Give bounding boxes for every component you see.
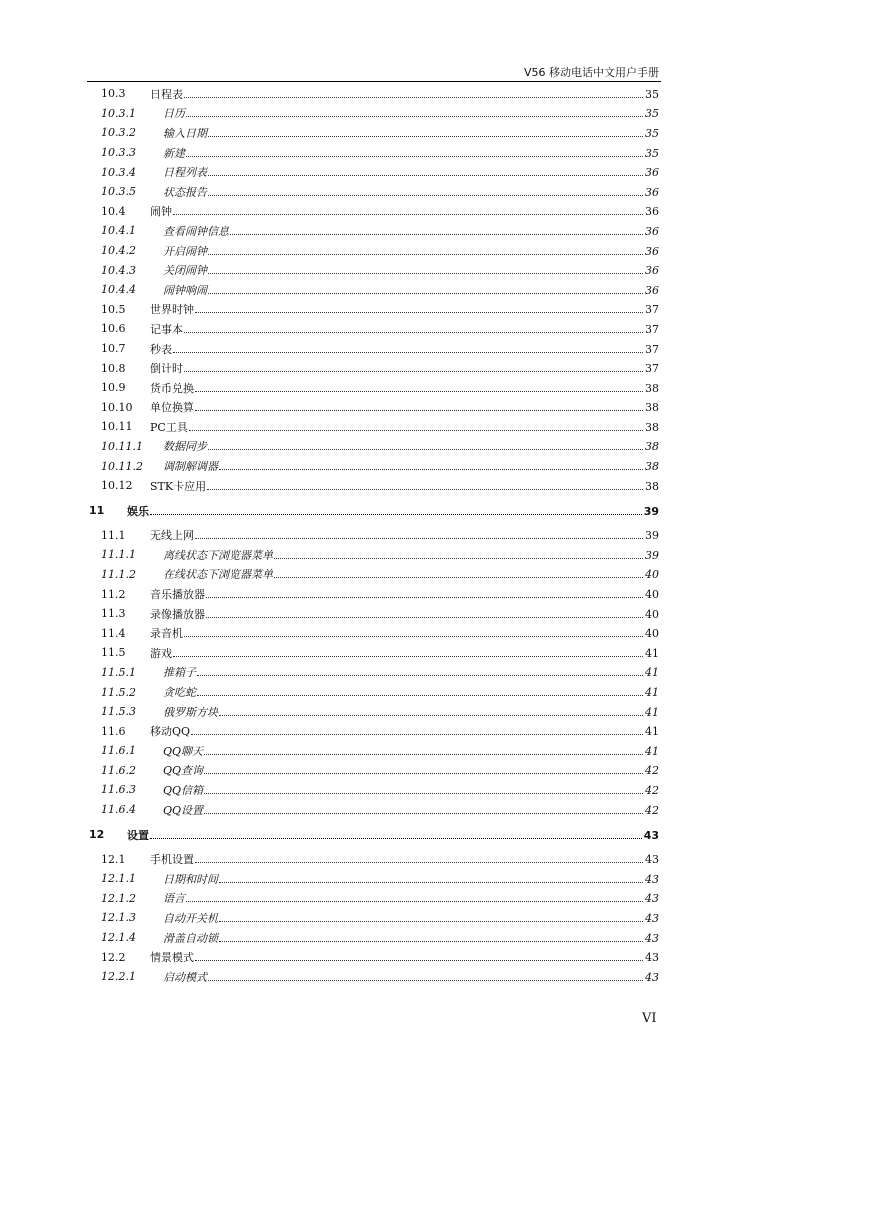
toc-entry[interactable] bbox=[87, 869, 659, 889]
dot-leader bbox=[195, 391, 643, 392]
toc-entry-page: 43 bbox=[645, 892, 659, 906]
toc-entry-number: 12.1.1 bbox=[101, 872, 136, 886]
dot-leader bbox=[230, 234, 643, 235]
toc-entry[interactable] bbox=[87, 398, 659, 418]
toc-entry-page: 39 bbox=[643, 504, 659, 518]
toc-entry-number: 12.1.4 bbox=[101, 931, 136, 945]
toc-entry-number: 11.1.1 bbox=[101, 548, 136, 562]
dot-leader bbox=[197, 695, 643, 696]
toc-entry-page: 38 bbox=[645, 440, 659, 454]
toc-entry-body bbox=[150, 478, 659, 494]
toc-entry-number: 10.10 bbox=[101, 400, 133, 414]
toc-entry[interactable] bbox=[87, 300, 659, 320]
toc-entry-title: 调制解调器 bbox=[163, 460, 218, 474]
toc-entry-page: 35 bbox=[645, 126, 659, 140]
toc-entry-number: 12.2 bbox=[101, 950, 126, 964]
dot-leader bbox=[184, 97, 643, 98]
toc-entry[interactable] bbox=[87, 967, 659, 987]
toc-entry[interactable] bbox=[87, 202, 659, 222]
toc-entry-title: 查看闹钟信息 bbox=[163, 224, 229, 238]
dot-leader bbox=[186, 156, 643, 157]
toc-entry-body bbox=[150, 606, 659, 622]
toc-entry-body bbox=[127, 503, 659, 519]
dot-leader bbox=[189, 430, 643, 431]
toc-entry[interactable] bbox=[87, 663, 659, 683]
toc-entry-page: 37 bbox=[645, 342, 659, 356]
toc-entry[interactable] bbox=[87, 123, 659, 143]
toc-entry[interactable] bbox=[87, 761, 659, 781]
toc-entry-page: 41 bbox=[645, 725, 659, 739]
dot-leader bbox=[206, 617, 643, 618]
dot-leader bbox=[219, 715, 643, 716]
toc-entry[interactable] bbox=[87, 800, 659, 820]
toc-entry-number: 12.2.1 bbox=[101, 970, 136, 984]
toc-entry-number: 12 bbox=[89, 828, 105, 842]
toc-entry-title: 日历 bbox=[163, 107, 185, 121]
toc-entry-page: 36 bbox=[645, 205, 659, 219]
toc-entry-body bbox=[150, 282, 659, 298]
toc-entry-body bbox=[150, 203, 659, 219]
dot-leader bbox=[204, 754, 643, 755]
dot-leader bbox=[186, 116, 643, 117]
toc-entry[interactable] bbox=[87, 378, 659, 398]
toc-entry-body bbox=[150, 704, 659, 720]
toc-entry-number: 11.5.1 bbox=[101, 665, 136, 679]
toc-entry-number: 11 bbox=[89, 504, 105, 518]
toc-entry-body bbox=[150, 566, 659, 582]
dot-leader bbox=[195, 312, 643, 313]
dot-leader bbox=[195, 410, 643, 411]
toc-entry-page: 41 bbox=[645, 646, 659, 660]
toc-entry-body bbox=[150, 262, 659, 278]
toc-entry-body bbox=[150, 645, 659, 661]
toc-entry-body bbox=[150, 782, 659, 798]
toc-entry-page: 42 bbox=[645, 803, 659, 817]
toc-entry-title: 秒表 bbox=[150, 342, 172, 356]
dot-leader bbox=[208, 254, 643, 255]
toc-entry[interactable] bbox=[87, 822, 659, 847]
toc-entry[interactable] bbox=[87, 319, 659, 339]
toc-entry-title: 闹钟响闹 bbox=[163, 283, 207, 297]
dot-leader bbox=[184, 332, 643, 333]
toc-entry-number: 11.1.2 bbox=[101, 567, 136, 581]
toc-entry[interactable] bbox=[87, 456, 659, 476]
toc-entry-title: STK卡应用 bbox=[150, 479, 207, 493]
toc-entry-title: 关闭闹钟 bbox=[163, 264, 207, 278]
toc-entry[interactable] bbox=[87, 260, 659, 280]
toc-entry[interactable] bbox=[87, 643, 659, 663]
toc-entry[interactable] bbox=[87, 162, 659, 182]
toc-entry-number: 10.3.5 bbox=[101, 185, 136, 199]
toc-entry-number: 10.9 bbox=[101, 381, 126, 395]
toc-entry-title: 推箱子 bbox=[163, 666, 196, 680]
toc-entry-body bbox=[150, 321, 659, 337]
page-header bbox=[87, 64, 661, 82]
toc-entry-number: 10.3.2 bbox=[101, 126, 136, 140]
toc-entry-body bbox=[150, 930, 659, 946]
toc-entry-title: 开启闹钟 bbox=[163, 244, 207, 258]
toc-entry-number: 10.3.4 bbox=[101, 165, 136, 179]
toc-entry-title: 启动模式 bbox=[163, 970, 207, 984]
toc-entry-page: 36 bbox=[645, 264, 659, 278]
toc-entry-number: 11.6.4 bbox=[101, 803, 136, 817]
toc-entry-page: 38 bbox=[645, 479, 659, 493]
toc-entry-title: PC工具 bbox=[150, 420, 188, 434]
dot-leader bbox=[173, 214, 643, 215]
toc-entry-number: 11.1 bbox=[101, 528, 126, 542]
dot-leader bbox=[195, 862, 643, 863]
toc-entry-body bbox=[150, 890, 659, 906]
toc-entry-number: 10.4.2 bbox=[101, 244, 136, 258]
toc-entry-page: 43 bbox=[645, 911, 659, 925]
toc-entry[interactable] bbox=[87, 889, 659, 909]
toc-entry-title: 自动开关机 bbox=[163, 911, 218, 925]
dot-leader bbox=[197, 675, 643, 676]
toc-entry-page: 41 bbox=[645, 666, 659, 680]
toc-entry-title: 情景模式 bbox=[150, 951, 194, 965]
toc-entry-page: 43 bbox=[645, 872, 659, 886]
toc-entry-page: 41 bbox=[645, 686, 659, 700]
toc-entry-title: 闹钟 bbox=[150, 205, 172, 219]
toc-entry-number: 11.2 bbox=[101, 587, 126, 601]
toc-entry-page: 40 bbox=[645, 607, 659, 621]
toc-entry-body bbox=[150, 164, 659, 180]
toc-entry[interactable] bbox=[87, 947, 659, 967]
toc-entry-title: 俄罗斯方块 bbox=[163, 705, 218, 719]
toc-entry-body bbox=[150, 438, 659, 454]
dot-leader bbox=[219, 921, 643, 922]
toc-entry-page: 37 bbox=[645, 362, 659, 376]
toc-entry-title: 设置 bbox=[127, 828, 149, 842]
toc-entry-page: 43 bbox=[645, 970, 659, 984]
toc-entry[interactable] bbox=[87, 221, 659, 241]
toc-entry-page: 35 bbox=[645, 146, 659, 160]
toc-entry-title: 手机设置 bbox=[150, 853, 194, 867]
toc-entry-body bbox=[150, 125, 659, 141]
toc-entry-page: 36 bbox=[645, 185, 659, 199]
toc-entry-body bbox=[150, 145, 659, 161]
toc-entry[interactable] bbox=[87, 182, 659, 202]
toc-entry-title: 日程列表 bbox=[163, 166, 207, 180]
toc-entry[interactable] bbox=[87, 928, 659, 948]
toc-entry-body bbox=[150, 586, 659, 602]
toc-entry-page: 42 bbox=[645, 764, 659, 778]
toc-entry-number: 12.1.2 bbox=[101, 891, 136, 905]
toc-entry-title: 录像播放器 bbox=[150, 607, 205, 621]
toc-entry-body bbox=[150, 223, 659, 239]
dot-leader bbox=[204, 793, 643, 794]
toc-entry-page: 38 bbox=[645, 420, 659, 434]
toc-entry-number: 10.5 bbox=[101, 302, 126, 316]
toc-entry-title: 滑盖自动锁 bbox=[163, 931, 218, 945]
toc-entry-number: 10.4.3 bbox=[101, 263, 136, 277]
page-number: VI bbox=[642, 1011, 657, 1026]
toc-entry-title: 语言 bbox=[163, 892, 185, 906]
toc-entry-body bbox=[150, 105, 659, 121]
toc-entry-body bbox=[150, 86, 659, 102]
toc-entry-title: 新建 bbox=[163, 146, 185, 160]
toc-entry-body bbox=[150, 851, 659, 867]
toc-entry-body bbox=[150, 341, 659, 357]
toc-entry-page: 43 bbox=[645, 853, 659, 867]
toc-entry-number: 11.6.1 bbox=[101, 744, 136, 758]
dot-leader bbox=[208, 293, 643, 294]
toc-entry[interactable] bbox=[87, 241, 659, 261]
toc-entry-body bbox=[150, 243, 659, 259]
toc-entry-body bbox=[150, 527, 659, 543]
toc-entry-number: 10.4.1 bbox=[101, 224, 136, 238]
document-title: V56 移动电话中文用户手册 bbox=[523, 66, 659, 79]
toc-entry-page: 43 bbox=[643, 828, 659, 842]
dot-leader bbox=[186, 901, 643, 902]
toc-entry[interactable] bbox=[87, 908, 659, 928]
toc-entry[interactable] bbox=[87, 584, 659, 604]
toc-entry-title: 世界时钟 bbox=[150, 303, 194, 317]
toc-entry-page: 41 bbox=[645, 744, 659, 758]
toc-entry-page: 40 bbox=[645, 568, 659, 582]
toc-entry-body bbox=[150, 910, 659, 926]
toc-entry-page: 37 bbox=[645, 322, 659, 336]
toc-entry-title: 单位换算 bbox=[150, 401, 194, 415]
toc-entry-title: 游戏 bbox=[150, 646, 172, 660]
toc-entry-page: 39 bbox=[645, 529, 659, 543]
toc-entry[interactable] bbox=[87, 721, 659, 741]
toc-entry-body bbox=[150, 301, 659, 317]
toc-entry-title: 记事本 bbox=[150, 322, 183, 336]
toc-entry-title: QQ聊天 bbox=[163, 744, 204, 758]
dot-leader bbox=[195, 960, 643, 961]
dot-leader bbox=[173, 352, 643, 353]
toc-entry-title: 娱乐 bbox=[127, 504, 149, 518]
toc-entry-number: 11.6.3 bbox=[101, 783, 136, 797]
toc-entry-title: 移动QQ bbox=[150, 725, 191, 739]
dot-leader bbox=[206, 597, 643, 598]
dot-leader bbox=[208, 449, 643, 450]
toc-entry-body bbox=[150, 762, 659, 778]
toc-entry[interactable] bbox=[87, 417, 659, 437]
toc-entry-title: 货币兑换 bbox=[150, 381, 194, 395]
toc-entry-number: 10.4.4 bbox=[101, 283, 136, 297]
toc-entry-body bbox=[150, 969, 659, 985]
toc-entry-number: 12.1.3 bbox=[101, 911, 136, 925]
toc-entry-number: 10.8 bbox=[101, 361, 126, 375]
toc-entry[interactable] bbox=[87, 545, 659, 565]
toc-entry-body bbox=[150, 684, 659, 700]
toc-entry-title: 日期和时间 bbox=[163, 872, 218, 886]
dot-leader bbox=[219, 469, 643, 470]
dot-leader bbox=[274, 577, 643, 578]
toc-entry-number: 10.3 bbox=[101, 87, 126, 101]
toc-entry-number: 11.6 bbox=[101, 724, 126, 738]
toc-entry-title: 音乐播放器 bbox=[150, 588, 205, 602]
toc-entry-title: 输入日期 bbox=[163, 126, 207, 140]
dot-leader bbox=[208, 273, 643, 274]
dot-leader bbox=[208, 195, 643, 196]
toc-entry[interactable] bbox=[87, 476, 659, 496]
toc-entry-number: 10.11.2 bbox=[101, 459, 143, 473]
toc-entry[interactable] bbox=[87, 565, 659, 585]
toc-entry[interactable] bbox=[87, 104, 659, 124]
toc-entry-number: 10.3.1 bbox=[101, 106, 136, 120]
toc-entry-page: 36 bbox=[645, 166, 659, 180]
dot-leader bbox=[219, 941, 643, 942]
toc-entry-body bbox=[150, 802, 659, 818]
toc-entry-number: 10.4 bbox=[101, 204, 126, 218]
toc-entry-page: 39 bbox=[645, 548, 659, 562]
toc-entry-number: 10.11 bbox=[101, 420, 133, 434]
toc-entry-title: QQ信箱 bbox=[163, 783, 204, 797]
toc-entry-page: 40 bbox=[645, 627, 659, 641]
toc-entry-title: 录音机 bbox=[150, 627, 183, 641]
dot-leader bbox=[208, 175, 643, 176]
toc-entry-number: 10.12 bbox=[101, 479, 133, 493]
toc-entry-title: 贪吃蛇 bbox=[163, 686, 196, 700]
toc-entry-title: 倒计时 bbox=[150, 362, 183, 376]
toc-entry-page: 43 bbox=[645, 951, 659, 965]
toc-entry-page: 35 bbox=[645, 87, 659, 101]
toc-entry-page: 35 bbox=[645, 107, 659, 121]
table-of-contents bbox=[87, 84, 659, 987]
toc-entry-number: 11.5 bbox=[101, 646, 126, 660]
toc-entry-body bbox=[150, 547, 659, 563]
toc-entry-page: 42 bbox=[645, 783, 659, 797]
toc-entry-page: 36 bbox=[645, 224, 659, 238]
dot-leader bbox=[204, 773, 643, 774]
toc-entry[interactable] bbox=[87, 280, 659, 300]
toc-entry[interactable] bbox=[87, 525, 659, 545]
toc-entry-body bbox=[150, 743, 659, 759]
dot-leader bbox=[208, 136, 643, 137]
toc-entry-page: 41 bbox=[645, 705, 659, 719]
toc-entry[interactable] bbox=[87, 682, 659, 702]
toc-entry-body bbox=[127, 827, 659, 843]
toc-entry-number: 11.3 bbox=[101, 607, 126, 621]
dot-leader bbox=[184, 371, 643, 372]
dot-leader bbox=[208, 980, 643, 981]
toc-entry-title: 离线状态下浏览器菜单 bbox=[163, 548, 273, 562]
dot-leader bbox=[173, 656, 643, 657]
toc-entry-body bbox=[150, 664, 659, 680]
toc-entry-body bbox=[150, 625, 659, 641]
toc-entry-body bbox=[150, 380, 659, 396]
toc-entry[interactable] bbox=[87, 143, 659, 163]
toc-entry-page: 38 bbox=[645, 401, 659, 415]
toc-entry-number: 12.1 bbox=[101, 852, 126, 866]
dot-leader bbox=[195, 538, 643, 539]
toc-entry-number: 11.6.2 bbox=[101, 763, 136, 777]
dot-leader bbox=[219, 882, 643, 883]
toc-entry[interactable] bbox=[87, 84, 659, 104]
toc-entry-number: 10.11.1 bbox=[101, 439, 143, 453]
toc-entry-page: 40 bbox=[645, 588, 659, 602]
toc-entry-title: QQ查询 bbox=[163, 764, 204, 778]
toc-entry[interactable] bbox=[87, 849, 659, 869]
toc-entry-body bbox=[150, 184, 659, 200]
toc-entry[interactable] bbox=[87, 702, 659, 722]
toc-entry-number: 11.5.2 bbox=[101, 685, 136, 699]
toc-entry-title: QQ设置 bbox=[163, 803, 204, 817]
toc-entry[interactable] bbox=[87, 780, 659, 800]
toc-entry-body bbox=[150, 360, 659, 376]
toc-entry-title: 无线上网 bbox=[150, 529, 194, 543]
toc-entry[interactable] bbox=[87, 358, 659, 378]
toc-entry-page: 38 bbox=[645, 460, 659, 474]
toc-entry-page: 36 bbox=[645, 244, 659, 258]
toc-entry[interactable] bbox=[87, 741, 659, 761]
toc-entry-number: 11.5.3 bbox=[101, 705, 136, 719]
dot-leader bbox=[150, 838, 642, 839]
toc-entry-body bbox=[150, 399, 659, 415]
toc-entry[interactable] bbox=[87, 437, 659, 457]
toc-entry-body bbox=[150, 949, 659, 965]
toc-entry-title: 在线状态下浏览器菜单 bbox=[163, 568, 273, 582]
toc-entry[interactable] bbox=[87, 623, 659, 643]
toc-entry-page: 36 bbox=[645, 283, 659, 297]
toc-entry-page: 38 bbox=[645, 381, 659, 395]
toc-entry-title: 状态报告 bbox=[163, 185, 207, 199]
dot-leader bbox=[150, 514, 642, 515]
toc-entry-title: 日程表 bbox=[150, 87, 183, 101]
toc-entry-body bbox=[150, 419, 659, 435]
toc-entry-title: 数据同步 bbox=[163, 440, 207, 454]
toc-entry[interactable] bbox=[87, 498, 659, 523]
toc-entry-page: 37 bbox=[645, 303, 659, 317]
toc-entry-body bbox=[150, 723, 659, 739]
dot-leader bbox=[191, 734, 643, 735]
toc-entry-body bbox=[150, 871, 659, 887]
dot-leader bbox=[204, 813, 643, 814]
toc-entry[interactable] bbox=[87, 339, 659, 359]
dot-leader bbox=[274, 558, 643, 559]
toc-entry-number: 10.7 bbox=[101, 342, 126, 356]
toc-entry-body bbox=[150, 458, 659, 474]
dot-leader bbox=[207, 489, 643, 490]
toc-entry-number: 10.6 bbox=[101, 322, 126, 336]
dot-leader bbox=[184, 636, 643, 637]
toc-entry-number: 10.3.3 bbox=[101, 146, 136, 160]
toc-entry-number: 11.4 bbox=[101, 626, 126, 640]
toc-entry[interactable] bbox=[87, 604, 659, 624]
toc-entry-page: 43 bbox=[645, 931, 659, 945]
